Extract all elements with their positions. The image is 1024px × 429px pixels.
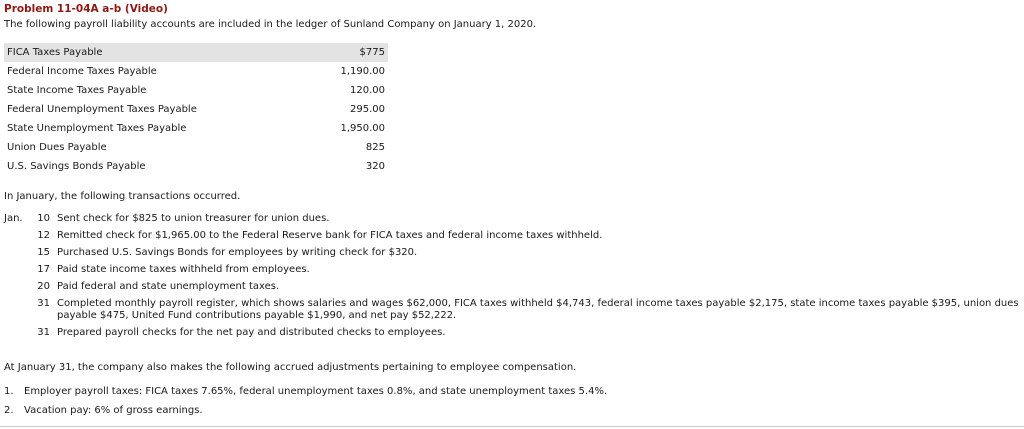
ledger-account: Federal Income Taxes Payable	[7, 66, 157, 77]
transaction-text: Sent check for $825 to union treasurer for union dues.	[57, 213, 330, 224]
transaction-text: Paid federal and state unemployment taxes.	[57, 281, 280, 292]
transaction-month	[4, 247, 26, 259]
transaction-day: 15	[37, 247, 50, 258]
ledger-amount: 825	[365, 142, 385, 153]
problem-intro: The following payroll liability accounts are included in the ledger of Sunland Company on January 1, 2020.	[4, 19, 537, 30]
transaction-text: Purchased U.S. Savings Bonds for employees by writing check for $320.	[57, 247, 418, 258]
ledger-account: State Income Taxes Payable	[7, 85, 147, 96]
ledger-row	[4, 62, 388, 81]
ledger-account: Federal Unemployment Taxes Payable	[7, 104, 197, 115]
adjustment-item	[4, 405, 607, 424]
transaction-row	[4, 230, 1020, 242]
adjustment-number: 2.	[4, 405, 14, 416]
transactions-list	[4, 213, 1020, 344]
transaction-text: Prepared payroll checks for the net pay and distributed checks to employees.	[57, 327, 446, 338]
adjustment-text: Vacation pay: 6% of gross earnings.	[24, 405, 203, 416]
ledger-amount: 320	[365, 161, 385, 172]
transaction-day: 31	[37, 327, 50, 338]
transaction-text: Remitted check for $1,965.00 to the Federal Reserve bank for FICA taxes and federal income taxes withheld.	[57, 230, 603, 241]
ledger-table	[4, 43, 388, 176]
ledger-amount: 120.00	[350, 85, 385, 96]
transaction-row	[4, 281, 1020, 293]
ledger-account: Union Dues Payable	[7, 142, 107, 153]
transaction-month	[4, 230, 26, 242]
transaction-row	[4, 298, 1020, 322]
transaction-text: Paid state income taxes withheld from employees.	[57, 264, 310, 275]
transaction-month	[4, 264, 26, 276]
ledger-row	[4, 43, 388, 62]
transaction-day: 20	[37, 281, 50, 292]
adjustment-number: 1.	[4, 386, 14, 397]
transaction-month	[4, 281, 26, 293]
ledger-row	[4, 100, 388, 119]
ledger-account: FICA Taxes Payable	[4, 43, 309, 62]
ledger-row	[4, 119, 388, 138]
transactions-intro: In January, the following transactions occurred.	[4, 191, 241, 202]
transaction-day: 31	[37, 298, 50, 309]
ledger-amount: 1,190.00	[340, 66, 385, 77]
problem-title: Problem 11-04A a-b (Video)	[4, 3, 168, 15]
transaction-day: 17	[37, 264, 50, 275]
ledger-account: U.S. Savings Bonds Payable	[7, 161, 146, 172]
adjustment-text: Employer payroll taxes: FICA taxes 7.65%, federal unemployment taxes 0.8%, and state unemployment taxes 5.4%.	[24, 386, 608, 397]
transaction-month: Jan.	[4, 213, 23, 224]
transaction-row	[4, 264, 1020, 276]
bottom-divider	[0, 426, 1024, 427]
ledger-row	[4, 81, 388, 100]
adjustments-list	[4, 386, 607, 424]
ledger-row	[4, 157, 388, 176]
transaction-row	[4, 247, 1020, 259]
transaction-month	[4, 327, 26, 339]
transaction-day: 12	[37, 230, 50, 241]
ledger-amount: 1,950.00	[340, 123, 385, 134]
adjustment-item	[4, 386, 607, 405]
transaction-row	[4, 327, 1020, 339]
transaction-row	[4, 213, 1020, 225]
ledger-amount: $775	[309, 43, 388, 62]
transaction-month	[4, 298, 26, 322]
ledger-row	[4, 138, 388, 157]
transaction-text: Completed monthly payroll register, which shows salaries and wages $62,000, FICA taxes withheld $4,743, federal income taxes payable $2,175, state income taxes payable $395, union dues payable $475, United Fund contributions payable $1,990, and net pay $52,222.	[57, 298, 1019, 321]
ledger-account: State Unemployment Taxes Payable	[7, 123, 187, 134]
ledger-amount: 295.00	[350, 104, 385, 115]
transaction-day: 10	[37, 213, 50, 224]
adjustments-intro: At January 31, the company also makes the following accrued adjustments pertaining to employee compensation.	[4, 362, 577, 373]
